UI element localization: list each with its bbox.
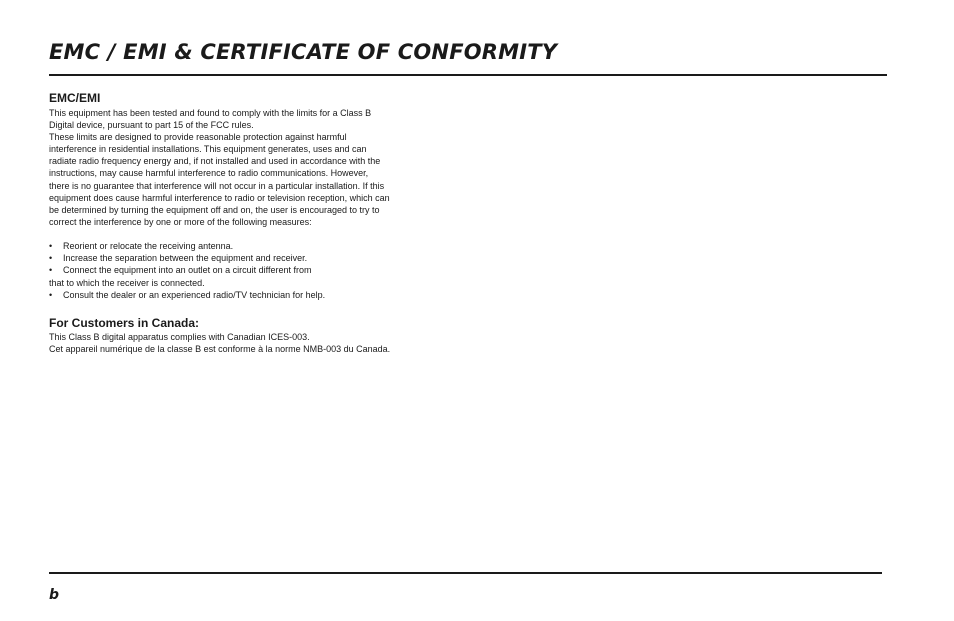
canada-line: This Class B digital apparatus complies with Canadian ICES-003. — [49, 331, 310, 342]
bullet-icon: • — [49, 240, 53, 251]
list-item — [49, 240, 449, 252]
title-divider — [49, 74, 887, 76]
measure-text: Connect the equipment into an outlet on a circuit different from — [63, 265, 312, 276]
intro-line: be determined by turning the equipment off and on, the user is encouraged to try to — [49, 204, 380, 215]
intro-line: These limits are designed to provide reasonable protection against harmful — [49, 132, 347, 143]
intro-line: interference in residential installations. This equipment generates, uses and can — [49, 144, 367, 155]
intro-line: instructions, may cause harmful interference to radio communications. However, — [49, 168, 369, 179]
measure-text: Increase the separation between the equipment and receiver. — [63, 253, 308, 264]
list-item — [49, 264, 449, 288]
page-title: EMC / EMI & CERTIFICATE OF CONFORMITY — [49, 40, 558, 64]
bullet-icon: • — [49, 253, 53, 264]
canada-paragraph — [49, 331, 449, 355]
intro-line: radiate radio frequency energy and, if not installed and used in accordance with the — [49, 156, 381, 167]
list-item — [49, 289, 449, 301]
emc-emi-heading: EMC/EMI — [49, 91, 101, 105]
canada-line: Cet appareil numérique de la classe B est conforme à la norme NMB-003 du Canada. — [49, 344, 391, 355]
measure-text: Consult the dealer or an experienced radio/TV technician for help. — [63, 289, 326, 300]
emc-intro-paragraph — [49, 107, 449, 228]
intro-line: Digital device, pursuant to part 15 of the FCC rules. — [49, 120, 254, 131]
list-item — [49, 252, 449, 264]
document-body — [49, 91, 449, 355]
measure-text: Reorient or relocate the receiving antenna. — [63, 240, 234, 251]
bullet-icon: • — [49, 289, 53, 300]
intro-line: correct the interference by one or more of the following measures: — [49, 216, 312, 227]
measures-list — [49, 240, 449, 301]
canada-heading: For Customers in Canada: — [49, 315, 200, 330]
measure-continuation: that to which the receiver is connected. — [49, 277, 205, 288]
bullet-icon: • — [49, 265, 53, 276]
footer-divider — [49, 572, 882, 574]
intro-line: equipment does cause harmful interference to radio or television reception, which can — [49, 192, 390, 203]
intro-line: This equipment has been tested and found to comply with the limits for a Class B — [49, 108, 372, 118]
intro-line: there is no guarantee that interference will not occur in a particular installation. If this — [49, 180, 385, 191]
page-number: b — [49, 587, 60, 603]
